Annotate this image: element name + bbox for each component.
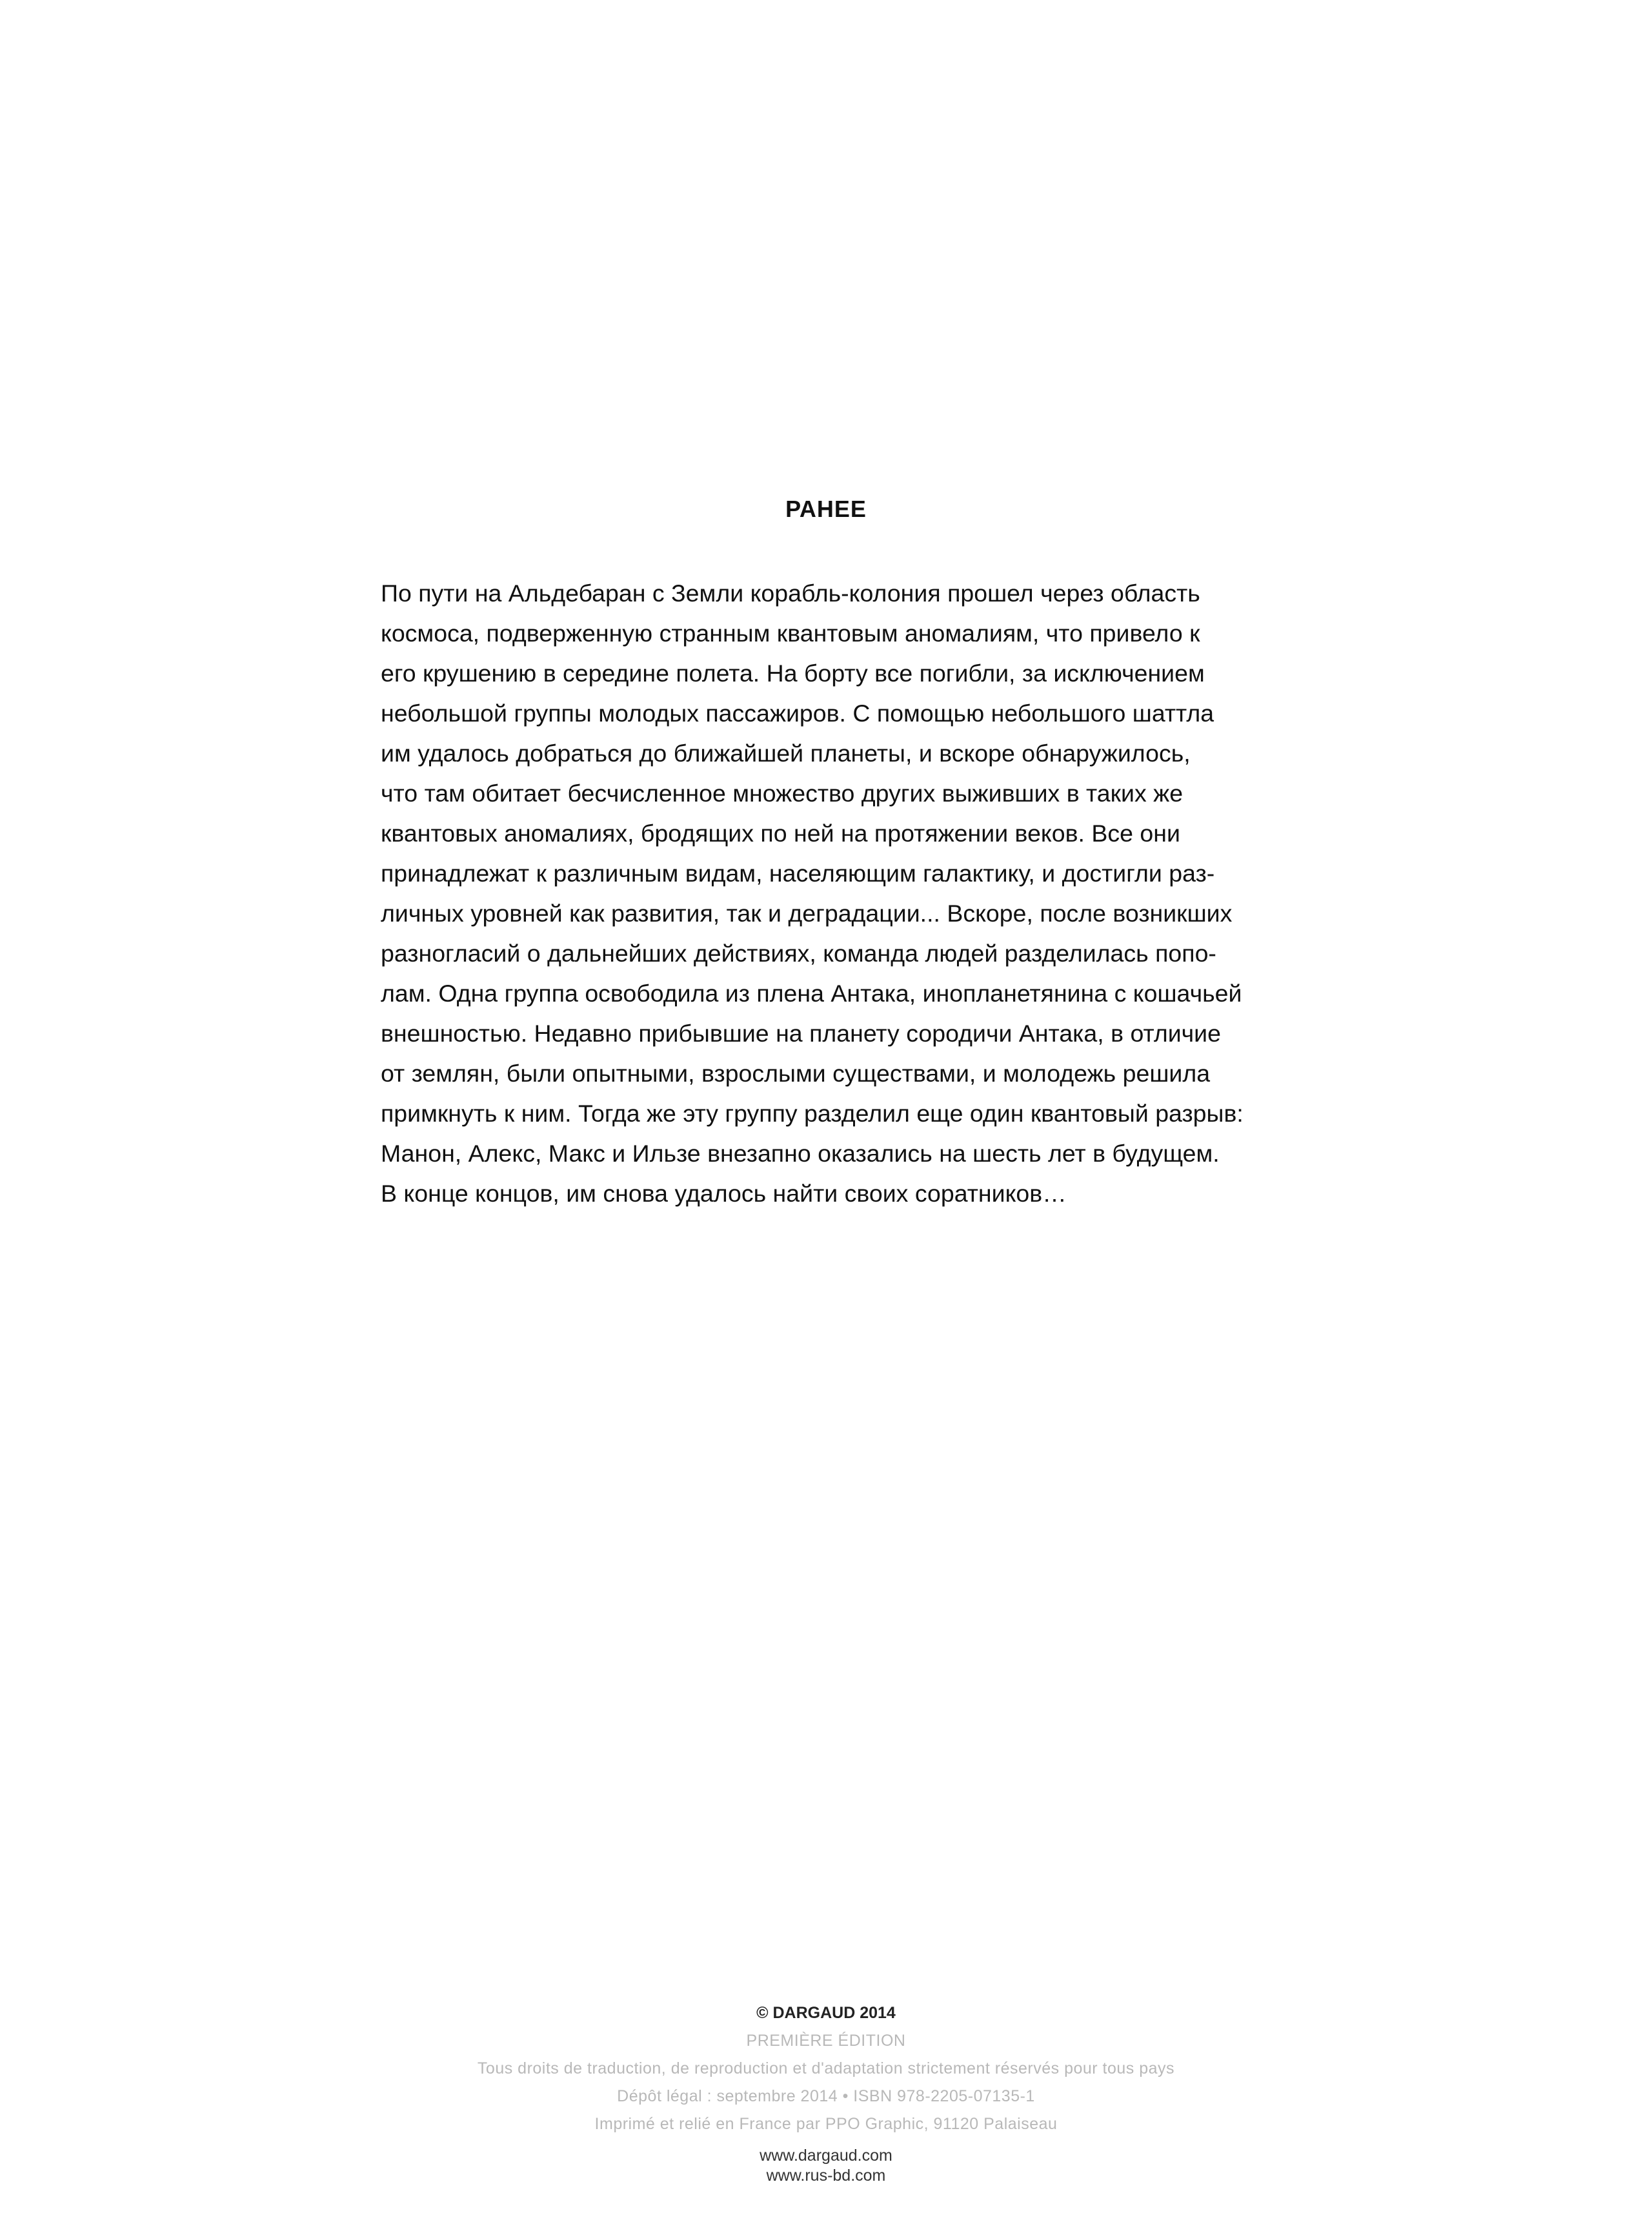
paragraph-line: его крушению в середине полета. На борту все погибли, за исключением xyxy=(381,660,1205,687)
paragraph-line: примкнуть к ним. Тогда же эту группу разделил еще один квантовый разрыв: xyxy=(381,1100,1244,1127)
paragraph-line: В конце концов, им снова удалось найти своих соратников… xyxy=(381,1180,1067,1207)
paragraph-line: от землян, были опытными, взрослыми существами, и молодежь решила xyxy=(381,1060,1211,1087)
paragraph-line: Манон, Алекс, Макс и Ильзе внезапно оказались на шесть лет в будущем. xyxy=(381,1140,1220,1167)
colophon xyxy=(0,1999,1652,2186)
paragraph-line: им удалось добраться до ближайшей планеты, и вскоре обнаружилось, xyxy=(381,740,1191,767)
paragraph-line: По пути на Альдебаран с Земли корабль-колония прошел через область xyxy=(381,580,1200,607)
paragraph-line: лам. Одна группа освободила из плена Антака, инопланетянина с кошачьей xyxy=(381,980,1242,1007)
rights-notice: Tous droits de traduction, de reproduction et d'adaptation strictement réservés pour tous pays xyxy=(477,2059,1175,2077)
page-heading: РАНЕЕ xyxy=(785,496,867,522)
paragraph-line: небольшой группы молодых пассажиров. С помощью небольшого шаттла xyxy=(381,700,1214,727)
paragraph-line: внешностью. Недавно прибывшие на планету сородичи Антака, в отличие xyxy=(381,1020,1221,1047)
paragraph-line: что там обитает бесчисленное множество других выживших в таких же xyxy=(381,780,1184,807)
legal-deposit: Dépôt légal : septembre 2014 • ISBN 978-2205-07135-1 xyxy=(617,2087,1035,2105)
paragraph-line: принадлежат к различным видам, населяющим галактику, и достигли раз- xyxy=(381,860,1215,887)
publisher-url[interactable]: www.dargaud.com xyxy=(760,2147,892,2165)
printer-notice: Imprimé et relié en France par PPO Graphic, 91120 Palaiseau xyxy=(594,2115,1058,2133)
edition-notice: PREMIÈRE ÉDITION xyxy=(746,2032,906,2050)
copyright-notice: © DARGAUD 2014 xyxy=(756,2004,896,2022)
paragraph-line: космоса, подверженную странным квантовым аномалиям, что привело к xyxy=(381,620,1200,647)
paragraph-line: личных уровней как развития, так и деградации... Вскоре, после возникших xyxy=(381,900,1233,927)
summary-paragraph xyxy=(381,573,1284,1213)
paragraph-line: квантовых аномалиях, бродящих по ней на протяжении веков. Все они xyxy=(381,820,1180,847)
paragraph-line: разногласий о дальнейших действиях, команда людей разделилась попо- xyxy=(381,940,1216,967)
translator-url[interactable]: www.rus-bd.com xyxy=(766,2167,886,2185)
